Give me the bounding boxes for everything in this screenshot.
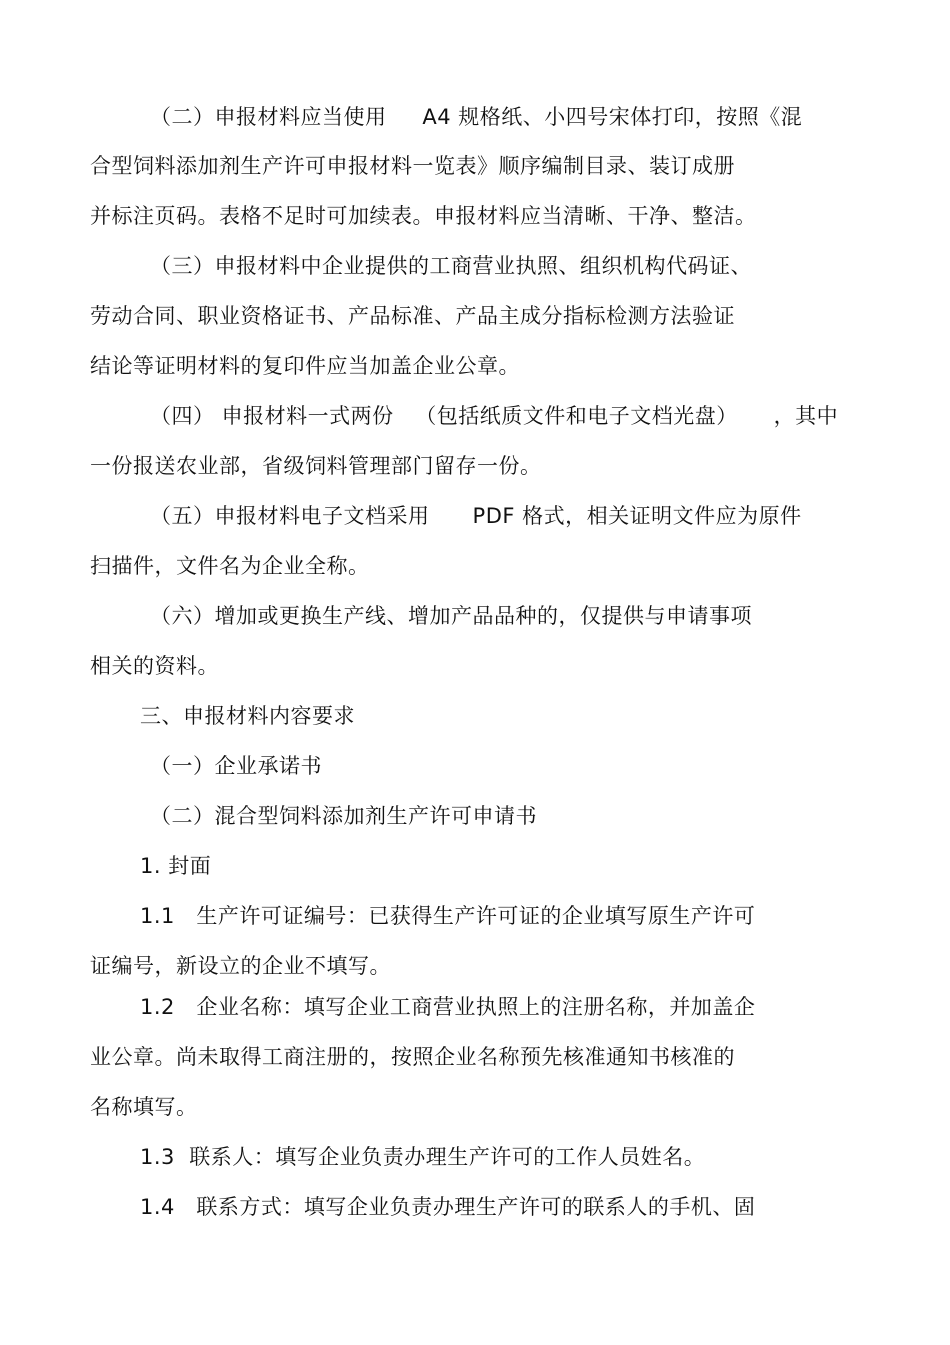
- para-4-line-1: （四） 申报材料一式两份 （包括纸质文件和电子文档光盘） ，其中: [150, 404, 839, 428]
- item-1-2-line-3: 名称填写。: [90, 1095, 198, 1119]
- para-2-line-1: （二）申报材料应当使用 A4 规格纸、小四号宋体打印，按照《混: [150, 105, 803, 129]
- item-cover: 1. 封面: [140, 854, 212, 878]
- para-6-line-2: 相关的资料。: [90, 654, 219, 678]
- item-1-2-line-1: 1.2 企业名称：填写企业工商营业执照上的注册名称，并加盖企: [140, 995, 756, 1019]
- item-1-3: 1.3 联系人：填写企业负责办理生产许可的工作人员姓名。: [140, 1145, 706, 1169]
- para-5-line-1: （五）申报材料电子文档采用 PDF 格式，相关证明文件应为原件: [150, 504, 802, 528]
- para-3-line-1: （三）申报材料中企业提供的工商营业执照、组织机构代码证、: [150, 254, 752, 278]
- item-1-1-line-1: 1.1 生产许可证编号：已获得生产许可证的企业填写原生产许可: [140, 904, 756, 928]
- para-4-line-2: 一份报送农业部，省级饲料管理部门留存一份。: [90, 454, 542, 478]
- para-5-line-2: 扫描件，文件名为企业全称。: [90, 554, 370, 578]
- para-3-line-2: 劳动合同、职业资格证书、产品标准、产品主成分指标检测方法验证: [90, 304, 735, 328]
- para-6-line-1: （六）增加或更换生产线、增加产品品种的，仅提供与申请事项: [150, 604, 752, 628]
- subheading-application: （二）混合型饲料添加剂生产许可申请书: [150, 804, 537, 828]
- item-1-1-line-2: 证编号，新设立的企业不填写。: [90, 954, 391, 978]
- para-3-line-3: 结论等证明材料的复印件应当加盖企业公章。: [90, 354, 520, 378]
- item-1-4-line-1: 1.4 联系方式：填写企业负责办理生产许可的联系人的手机、固: [140, 1195, 756, 1219]
- section-heading-3: 三、申报材料内容要求: [140, 704, 355, 728]
- item-1-2-line-2: 业公章。尚未取得工商注册的，按照企业名称预先核准通知书核准的: [90, 1045, 735, 1069]
- para-2-line-2: 合型饲料添加剂生产许可申报材料一览表》顺序编制目录、装订成册: [90, 154, 735, 178]
- para-2-line-3: 并标注页码。表格不足时可加续表。申报材料应当清晰、干净、整洁。: [90, 204, 757, 228]
- subheading-commitment: （一）企业承诺书: [150, 754, 322, 778]
